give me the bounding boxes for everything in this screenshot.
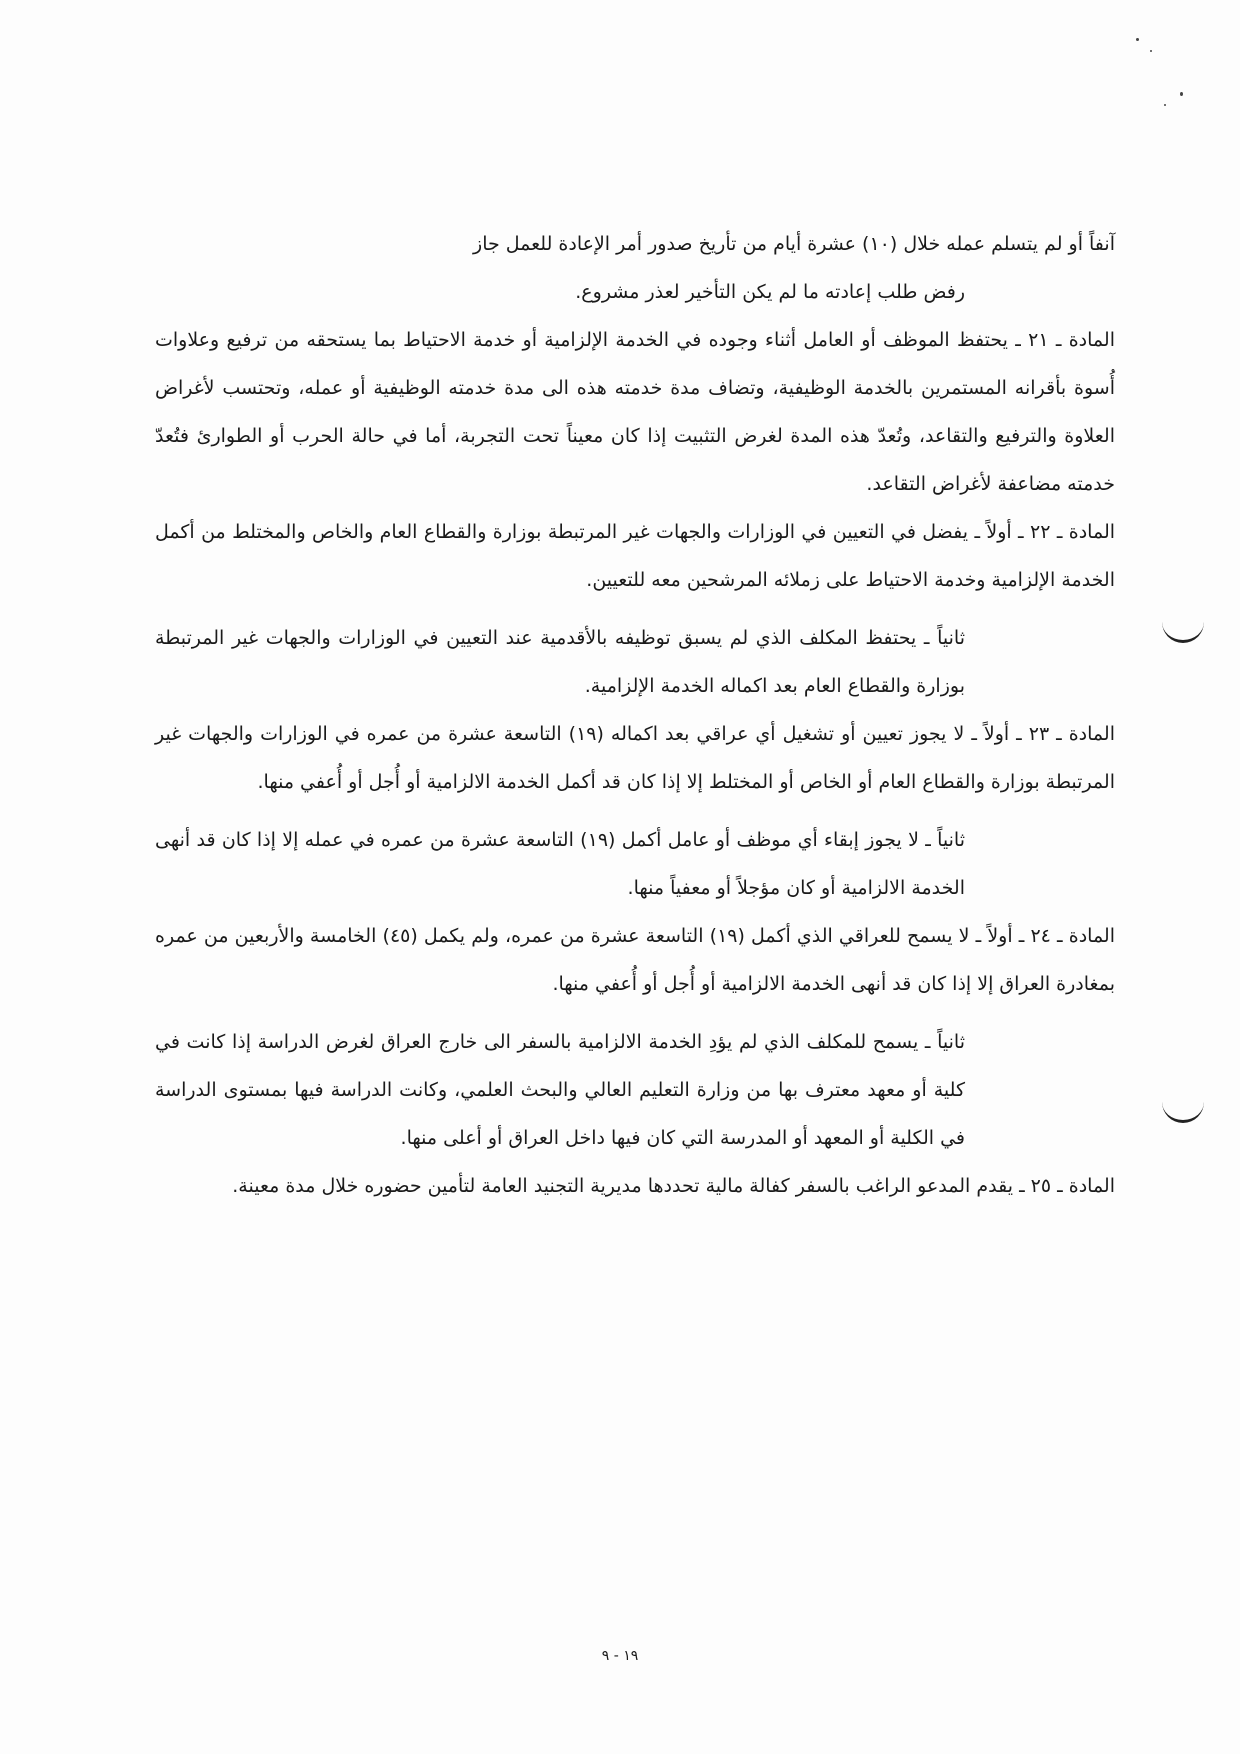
article-25-heading: المادة ـ ٢٥ ـ xyxy=(1019,1175,1115,1197)
article-23-first-clause: لا يجوز تعيين أو تشغيل أي عراقي بعد اكماله (١٩) التاسعة عشرة من عمره في الوزارات والجهات غير المرتبطة بوزارة والقطاع العام أو الخاص أو المختلط إلا إذا كان قد أكمل الخدمة الالزامية أو أُجل أو أُعفي منها. xyxy=(155,723,1115,793)
scan-speck xyxy=(1150,50,1152,52)
intro-line-2: رفض طلب إعادته ما لم يكن التأخير لعذر مشروع. xyxy=(575,281,965,303)
scan-speck xyxy=(1180,92,1183,96)
article-22-second-clause: ثانياً ـ يحتفظ المكلف الذي لم يسبق توظيفه بالأقدمية عند التعيين في الوزارات والجهات غير المرتبطة بوزارة والقطاع العام بعد اكماله الخدمة الإلزامية. xyxy=(155,627,965,697)
article-24-heading: المادة ـ ٢٤ ـ أولاً ـ xyxy=(975,925,1115,947)
article-23-second-clause: ثانياً ـ لا يجوز إبقاء أي موظف أو عامل أكمل (١٩) التاسعة عشرة من عمره في عمله إلا إذا كان قد أنهى الخدمة الالزامية أو كان مؤجلاً أو معفياً منها. xyxy=(155,829,965,899)
article-22-heading: المادة ـ ٢٢ ـ أولاً ـ xyxy=(974,521,1116,543)
article-22-first-clause: يفضل في التعيين في الوزارات والجهات غير المرتبطة بوزارة والقطاع العام والخاص والمختلط من أكمل الخدمة الإلزامية وخدمة الاحتياط على زملائه المرشحين معه للتعيين. xyxy=(155,521,1115,591)
binder-hole-mark xyxy=(1162,1098,1204,1123)
scan-speck xyxy=(1164,104,1166,106)
article-23 xyxy=(155,710,1115,806)
article-21-heading: المادة ـ ٢١ ـ xyxy=(1015,329,1115,351)
document-body xyxy=(155,220,1115,1210)
article-21 xyxy=(155,316,1115,508)
article-21-text: يحتفظ الموظف أو العامل أثناء وجوده في الخدمة الإلزامية أو خدمة الاحتياط بما يستحقه من ترفيع وعلاوات أُسوة بأقرانه المستمرين بالخدمة الوظيفية، وتضاف مدة خدمته هذه الى مدة خدمته الوظيفية أو عمله، وتحتسب لأغراض العلاوة والترفيع والتقاعد، وتُعدّ هذه المدة لغرض التثبيت إذا كان معيناً تحت التجربة، أما في حالة الحرب أو الطوارئ فتُعدّ خدمته مضاعفة لأغراض التقاعد. xyxy=(155,329,1115,495)
article-23-heading: المادة ـ ٢٣ ـ أولاً ـ xyxy=(971,723,1115,745)
scan-speck xyxy=(1136,38,1139,41)
article-25 xyxy=(155,1162,1115,1210)
article-22 xyxy=(155,508,1115,604)
binder-hole-mark xyxy=(1162,618,1204,643)
article-25-text: يقدم المدعو الراغب بالسفر كفالة مالية تحددها مديرية التجنيد العامة لتأمين حضوره خلال مدة معينة. xyxy=(232,1175,1014,1197)
article-24-first-clause: لا يسمح للعراقي الذي أكمل (١٩) التاسعة عشرة من عمره، ولم يكمل (٤٥) الخامسة والأربعين من عمره بمغادرة العراق إلا إذا كان قد أنهى الخدمة الالزامية أو أُجل أو أُعفي منها. xyxy=(155,925,1115,995)
intro-line-1: آنفاً أو لم يتسلم عمله خلال (١٠) عشرة أيام من تأريخ صدور أمر الإعادة للعمل جاز xyxy=(473,233,1115,255)
article-24 xyxy=(155,912,1115,1008)
intro-paragraph xyxy=(155,220,1115,316)
article-24-second-clause: ثانياً ـ يسمح للمكلف الذي لم يؤدِ الخدمة الالزامية بالسفر الى خارج العراق لغرض الدراسة إذا كانت في كلية أو معهد معترف بها من وزارة التعليم العالي والبحث العلمي، وكانت الدراسة فيها بمستوى الدراسة في الكلية أو المعهد أو المدرسة التي كان فيها داخل العراق أو أعلى منها. xyxy=(155,1031,965,1149)
page-number: ١٩ - ٩ xyxy=(601,1648,639,1664)
